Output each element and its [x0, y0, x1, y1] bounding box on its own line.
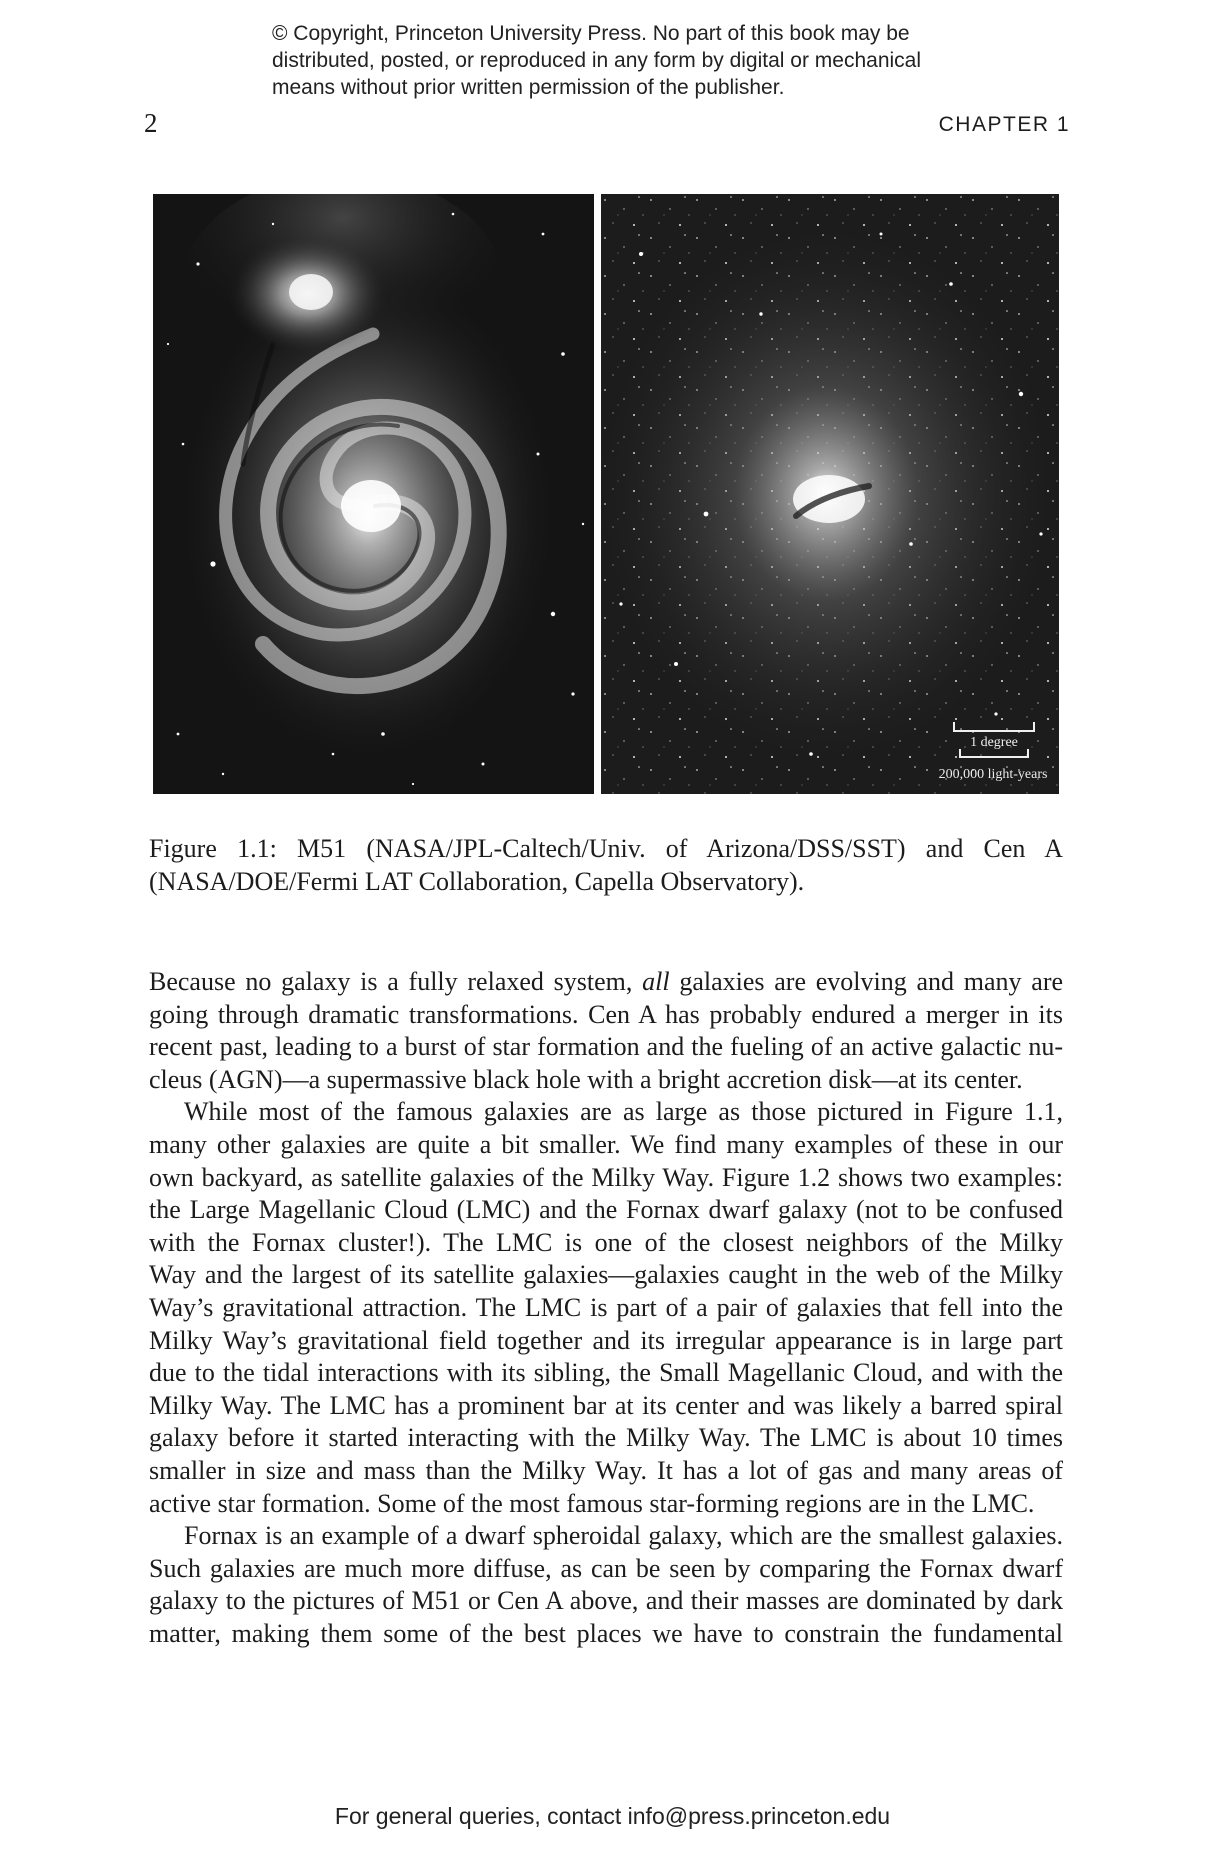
body-line: going through dramatic transformations. Cen A has probably endured a merger in its — [149, 999, 1063, 1029]
copyright-line: distributed, posted, or reproduced in any form by digital or mechanical — [272, 49, 922, 72]
running-head: CHAPTER 1 — [938, 113, 1070, 136]
copyright-line: means without prior written permission of the publisher. — [272, 76, 785, 99]
body-line: Because no galaxy is a fully relaxed system, all galaxies are evolving and many are — [149, 967, 1064, 996]
body-line: Way’s gravitational attraction. The LMC is part of a pair of galaxies that fell into the — [149, 1292, 1063, 1322]
body-line: Way and the largest of its satellite galaxies—galaxies caught in the web of the Milky — [149, 1260, 1063, 1290]
body-line: While most of the famous galaxies are as large as those pictured in Figure 1.1, — [184, 1097, 1063, 1127]
body-line: own backyard, as satellite galaxies of the Milky Way. Figure 1.2 shows two examples: — [149, 1162, 1063, 1192]
body-line: the Large Magellanic Cloud (LMC) and the Fornax dwarf galaxy (not to be confused — [149, 1195, 1063, 1225]
m51-galaxy-photo — [153, 194, 594, 794]
body-line: due to the tidal interactions with its sibling, the Small Magellanic Cloud, and with the — [149, 1358, 1063, 1388]
body-line: active star formation. Some of the most famous star-forming regions are in the LMC. — [149, 1488, 1035, 1518]
body-line: many other galaxies are quite a bit smaller. We find many examples of these in our — [149, 1129, 1063, 1159]
body-line: galaxy before it started interacting with the Milky Way. The LMC is about 10 times — [149, 1423, 1063, 1453]
body-line: recent past, leading to a burst of star formation and the fueling of an active galactic nu- — [149, 1032, 1063, 1062]
scale-bar-lightyears-label: 200,000 light-years — [938, 767, 1048, 782]
copyright-line: © Copyright, Princeton University Press. No part of this book may be — [272, 22, 910, 45]
body-line: galaxy to the pictures of M51 or Cen A above, and their masses are dominated by dark — [149, 1586, 1063, 1616]
body-line: Milky Way’s gravitational field together and its irregular appearance is in large part — [149, 1325, 1063, 1355]
figure-caption — [149, 832, 1063, 898]
scale-bar-degree-label: 1 degree — [970, 735, 1018, 750]
emphasis-all: all — [642, 967, 670, 996]
body-line: Such galaxies are much more diffuse, as can be seen by comparing the Fornax dwarf — [149, 1553, 1063, 1583]
body-line: matter, making them some of the best places we have to constrain the fundamental — [149, 1618, 1063, 1648]
body-line: Fornax is an example of a dwarf spheroidal galaxy, which are the smallest galaxies. — [184, 1521, 1063, 1551]
page-number: 2 — [144, 108, 158, 138]
copyright-notice — [272, 20, 1032, 101]
body-line: cleus (AGN)—a supermassive black hole with a bright accretion disk—at its center. — [149, 1064, 1023, 1094]
body-line: smaller in size and mass than the Milky Way. It has a lot of gas and many areas of — [149, 1455, 1063, 1485]
body-text — [149, 966, 1063, 1650]
cen-a-galaxy-photo — [601, 194, 1059, 794]
body-line: with the Fornax cluster!). The LMC is one of the closest neighbors of the Milky — [149, 1227, 1063, 1257]
caption-line: (NASA/DOE/Fermi LAT Collaboration, Capella Observatory). — [149, 867, 805, 896]
caption-line: Figure 1.1: M51 (NASA/JPL-Caltech/Univ. of Arizona/DSS/SST) and Cen A — [149, 834, 1063, 863]
footer-contact: For general queries, contact info@press.princeton.edu — [334, 1803, 891, 1829]
body-line: Milky Way. The LMC has a prominent bar at its center and was likely a barred spiral — [149, 1390, 1063, 1420]
